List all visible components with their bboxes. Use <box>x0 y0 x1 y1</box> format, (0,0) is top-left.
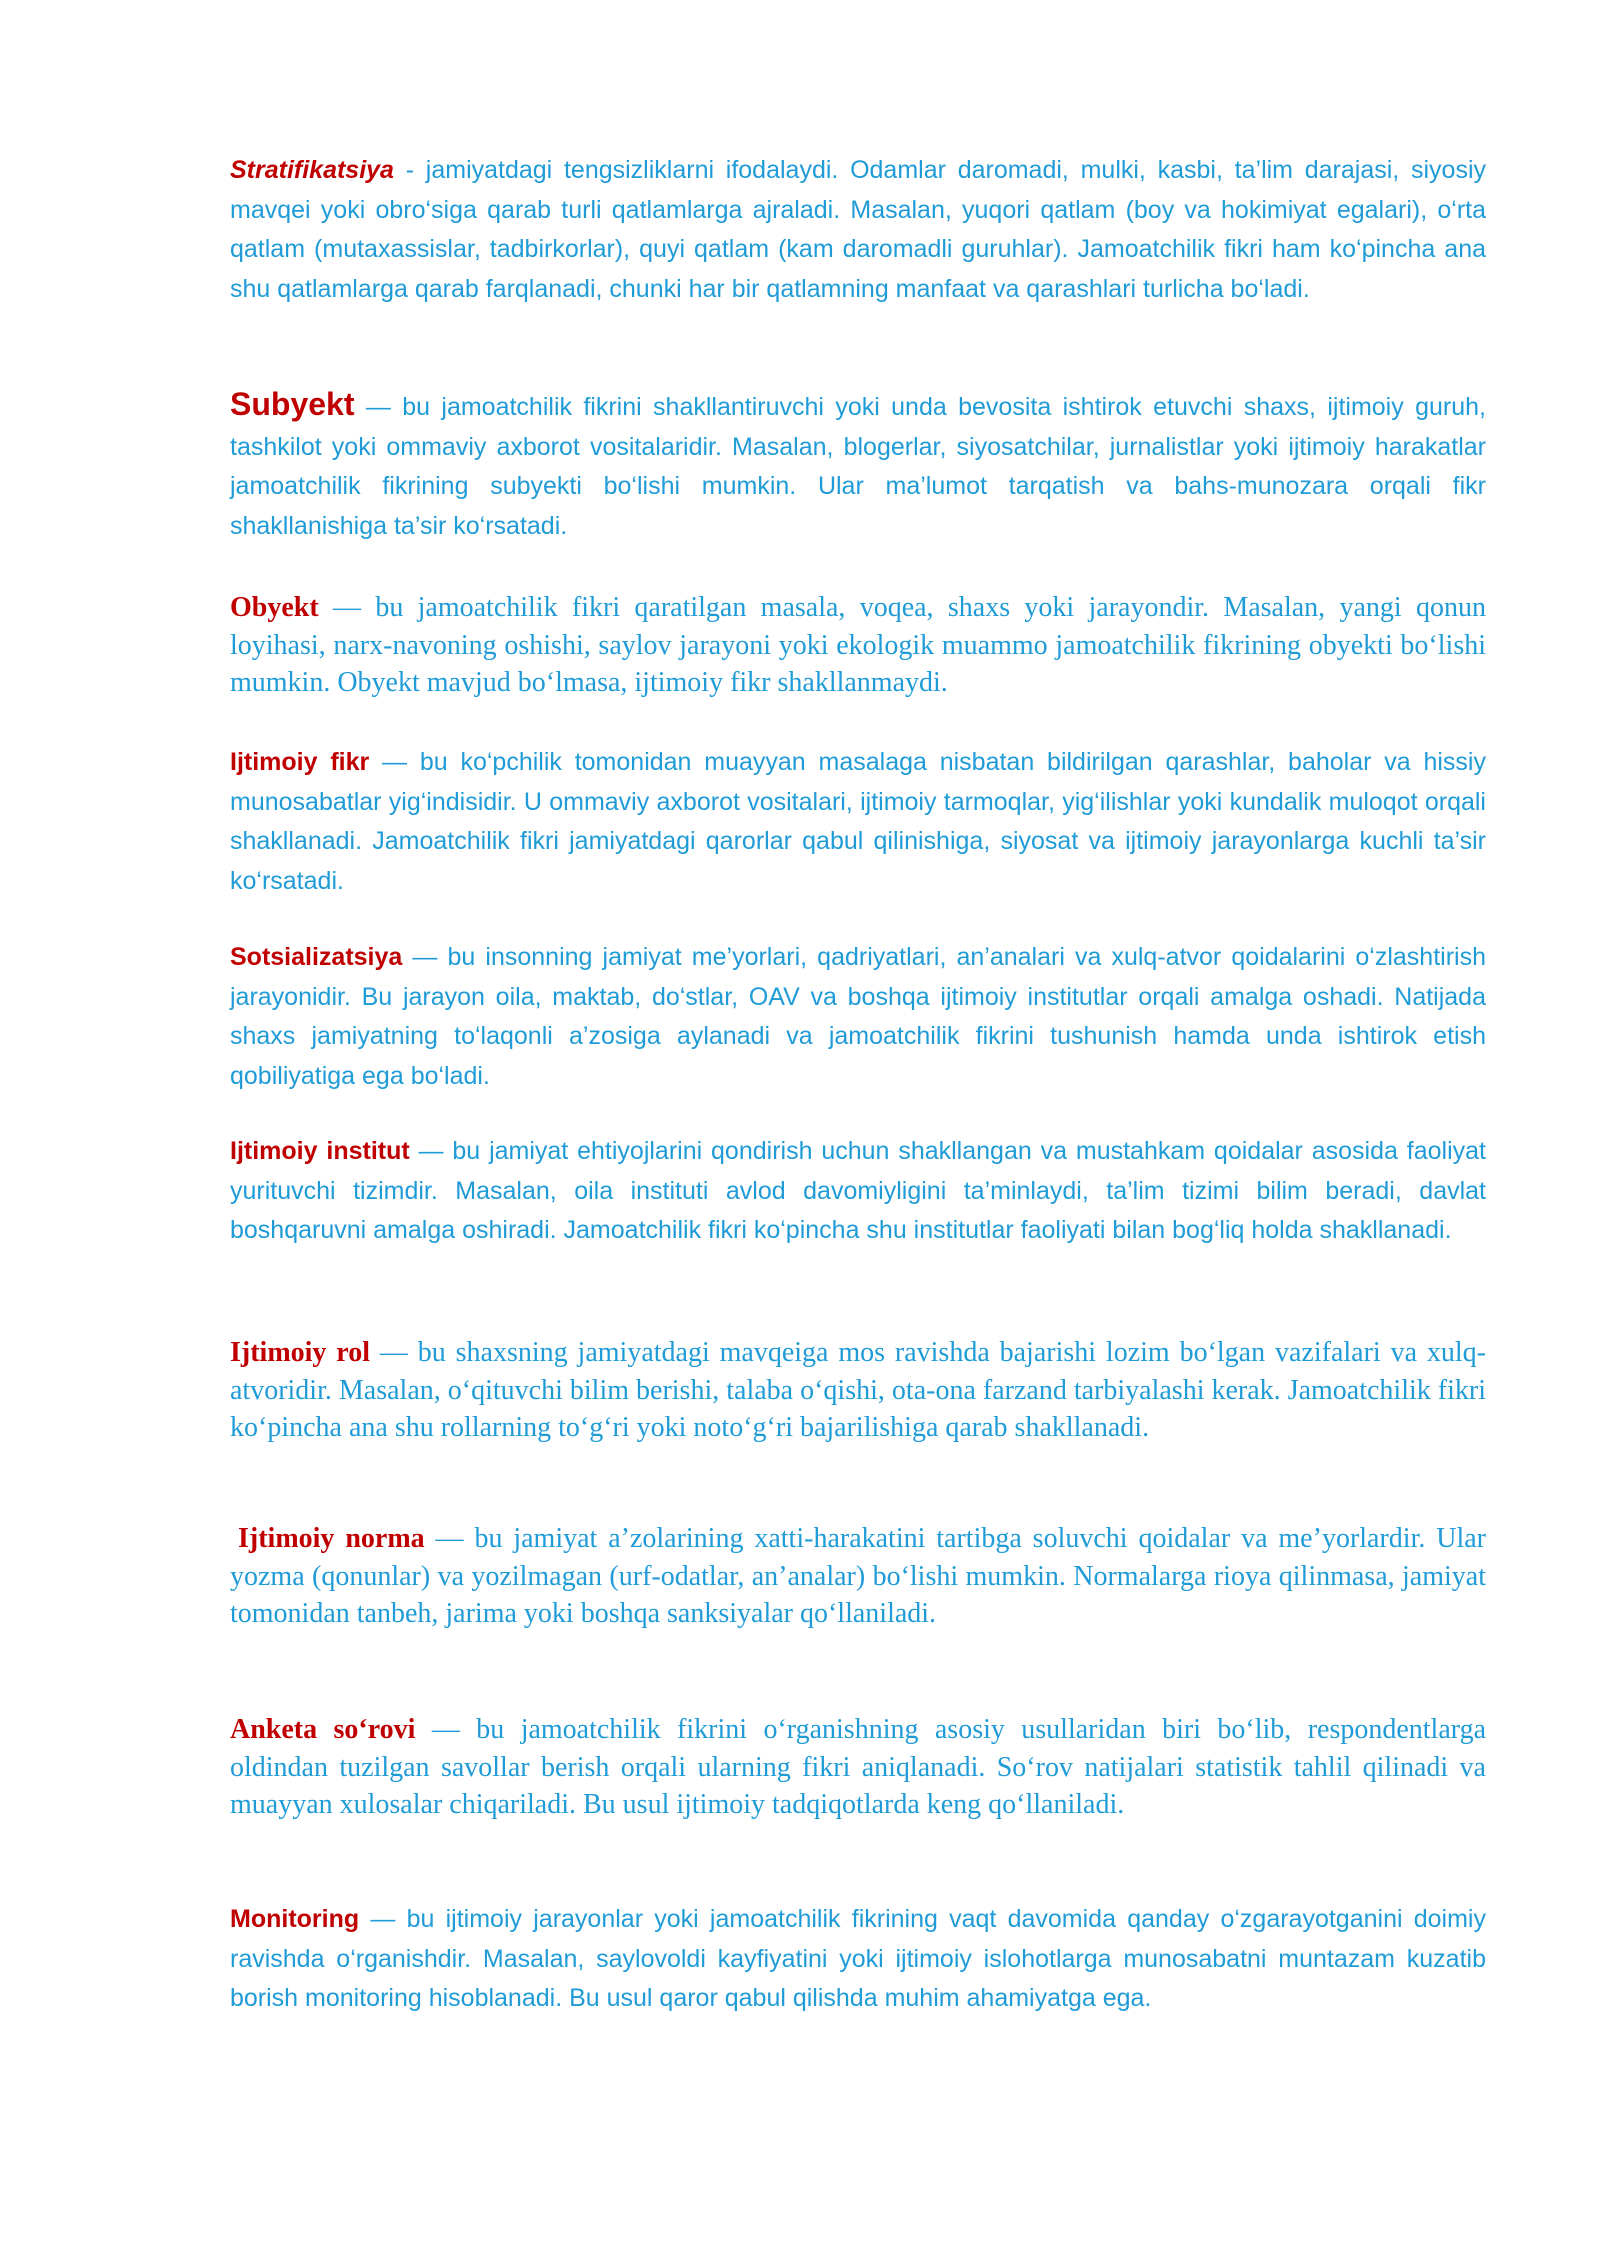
separator: — <box>409 1137 453 1165</box>
separator: — <box>354 393 403 421</box>
term-ijtimoiy-norma: Ijtimoiy norma <box>238 1523 425 1554</box>
definition-text: bu jamiyat a’zolarining xatti-harakatini tartibga soluvchi qoidalar va me’yorlardir. Ular yozma (qonunlar) va yozilmagan (urf-odatlar, an’analar) bo‘lishi mumkin. Normalarga rioya qilinmasa, jamiyat tomonidan tanbeh, jarima yoki boshqa sanksiyalar qo‘llaniladi. <box>230 1523 1486 1629</box>
definition-text: jamiyatdagi tengsizliklarni ifodalaydi. Odamlar daromadi, mulki, kasbi, ta’lim darajasi, siyosiy mavqei yoki obro‘siga qarab turli qatlamlarga ajraladi. Masalan, yuqori qatlam (boy va hokimiyat egalari), o‘rta qatlam (mutaxassislar, tadbirkorlar), quyi qatlam (kam daromadli guruhlar). Jamoatchilik fikri ham ko‘pincha ana shu qatlamlarga qarab farqlanadi, chunki har bir qatlamning manfaat va qarashlari turlicha bo‘ladi. <box>230 156 1486 303</box>
separator: — <box>369 748 420 776</box>
separator: — <box>318 592 376 623</box>
definition-text: bu jamiyat ehtiyojlarini qondirish uchun shakllangan va mustahkam qoidalar asosida faoliyat yurituvchi tizimdir. Masalan, oila instituti avlod davomiyligini ta’minlaydi, ta’lim tizimi bilim beradi, davlat boshqaruvni amalga oshiradi. Jamoatchilik fikri ko‘pincha shu institutlar faoliyati bilan bog‘liq holda shakllanadi. <box>230 1137 1486 1244</box>
separator: - <box>393 156 426 184</box>
term-obyekt: Obyekt <box>230 592 319 623</box>
separator: — <box>359 1905 407 1933</box>
term-stratifikatsiya: Stratifikatsiya <box>230 156 394 184</box>
term-ijtimoiy-rol: Ijtimoiy rol <box>230 1337 371 1368</box>
term-monitoring: Monitoring <box>230 1905 360 1933</box>
definition-text: bu ijtimoiy jarayonlar yoki jamoatchilik fikrining vaqt davomida qanday o‘zgarayotganini doimiy ravishda o‘rganishdir. Masalan, saylovoldi kayfiyatini yoki ijtimoiy islohotlarga munosabatni muntazam kuzatib borish monitoring hisoblanadi. Bu usul qaror qabul qilishda muhim ahamiyatga ega. <box>230 1905 1486 2012</box>
separator: — <box>402 943 448 971</box>
term-subyekt: Subyekt <box>230 386 355 422</box>
term-ijtimoiy-institut: Ijtimoiy institut <box>230 1137 410 1165</box>
paragraph-ijtimoiy-fikr <box>230 743 1486 901</box>
definition-text: bu insonning jamiyat me’yorlari, qadriyatlari, an’analari va xulq-atvor qoidalarini o‘zlashtirish jarayonidir. Bu jarayon oila, maktab, do‘stlar, OAV va boshqa ijtimoiy institutlar orqali amalga oshadi. Natijada shaxs jamiyatning to‘laqonli a’zosiga aylanadi va jamoatchilik fikrini tushunish hamda unda ishtirok etish qobiliyatiga ega bo‘ladi. <box>230 943 1486 1090</box>
definition-text: bu shaxsning jamiyatdagi mavqeiga mos ravishda bajarishi lozim bo‘lgan vazifalari va xulq-atvoridir. Masalan, o‘qituvchi bilim berishi, talaba o‘qishi, ota-ona farzand tarbiyalashi kerak. Jamoatchilik fikri ko‘pincha ana shu rollarning to‘g‘ri yoki noto‘g‘ri bajarilishiga qarab shakllanadi. <box>230 1337 1486 1443</box>
term-ijtimoiy-fikr: Ijtimoiy fikr <box>230 748 370 776</box>
paragraph-obyekt <box>230 589 1486 702</box>
paragraph-sotsializatsiya <box>230 938 1486 1096</box>
separator: — <box>415 1714 477 1745</box>
paragraph-stratifikatsiya <box>230 151 1486 309</box>
term-sotsializatsiya: Sotsializatsiya <box>230 943 403 971</box>
paragraph-ijtimoiy-institut <box>230 1132 1486 1251</box>
separator: — <box>370 1337 418 1368</box>
definition-text: bu jamoatchilik fikrini shakllantiruvchi yoki unda bevosita ishtirok etuvchi shaxs, ijtimoiy guruh, tashkilot yoki ommaviy axborot vositalaridir. Masalan, blogerlar, siyosatchilar, jurnalistlar yoki ijtimoiy harakatlar jamoatchilik fikrining subyekti bo‘lishi mumkin. Ular ma’lumot tarqatish va bahs-munozara orqali fikr shakllanishiga ta’sir ko‘rsatadi. <box>230 393 1486 540</box>
paragraph-monitoring <box>230 1900 1486 2019</box>
separator: — <box>424 1523 475 1554</box>
definition-text: bu jamoatchilik fikri qaratilgan masala, voqea, shaxs yoki jarayondir. Masalan, yangi qonun loyihasi, narx-navoning oshishi, saylov jarayoni yoki ekologik muammo jamoatchilik fikrining obyekti bo‘lishi mumkin. Obyekt mavjud bo‘lmasa, ijtimoiy fikr shakllanmaydi. <box>230 592 1486 698</box>
paragraph-ijtimoiy-rol <box>230 1334 1486 1447</box>
definition-text: bu jamoatchilik fikrini o‘rganishning asosiy usullaridan biri bo‘lib, respondentlarga oldindan tuzilgan savollar berish orqali ularning fikri aniqlanadi. So‘rov natijalari statistik tahlil qilinadi va muayyan xulosalar chiqariladi. Bu usul ijtimoiy tadqiqotlarda keng qo‘llaniladi. <box>230 1714 1487 1820</box>
paragraph-subyekt <box>230 385 1486 546</box>
paragraph-anketa-sorovi <box>230 1711 1486 1824</box>
term-anketa-sorovi: Anketa so‘rovi <box>230 1714 416 1745</box>
definition-text: bu ko‘pchilik tomonidan muayyan masalaga nisbatan bildirilgan qarashlar, baholar va hissiy munosabatlar yig‘indisidir. U ommaviy axborot vositalari, ijtimoiy tarmoqlar, yig‘ilishlar yoki kundalik muloqot orqali shakllanadi. Jamoatchilik fikri jamiyatdagi qarorlar qabul qilinishiga, siyosat va ijtimoiy jarayonlarga kuchli ta’sir ko‘rsatadi. <box>230 748 1486 895</box>
paragraph-ijtimoiy-norma <box>230 1520 1486 1633</box>
